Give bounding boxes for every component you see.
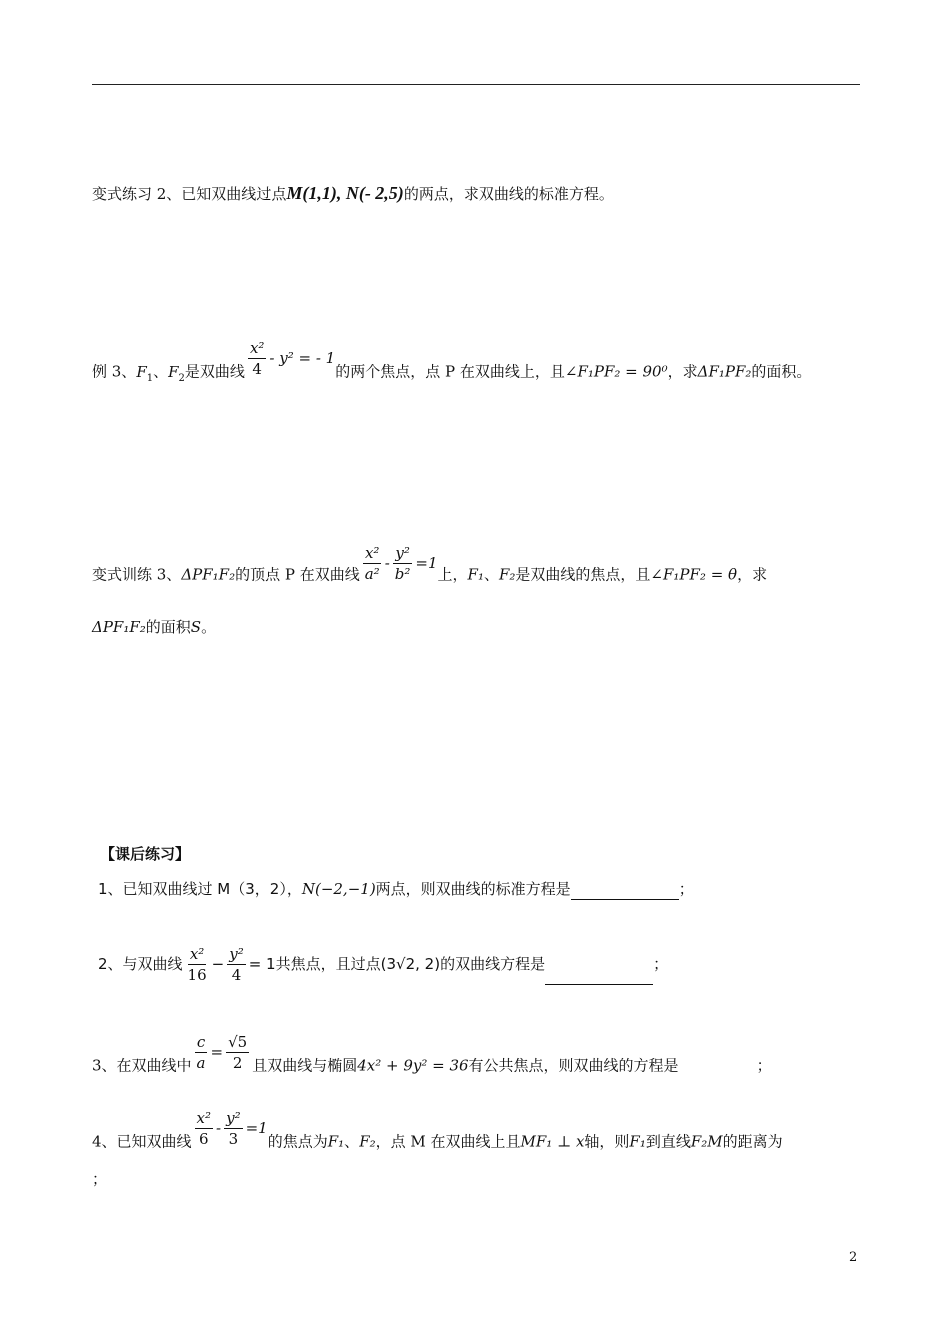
- operator: -: [384, 553, 390, 572]
- text: 是双曲线的焦点，且: [515, 565, 651, 584]
- homework-q3: [92, 1033, 772, 1087]
- equation: - y² = - 1: [269, 348, 336, 367]
- fraction: $\frac{\text{y²}}{4}$: [229, 945, 244, 984]
- variant-exercise-2: [92, 182, 614, 205]
- fraction: $\frac{√5}{2}$: [228, 1033, 248, 1072]
- text: 的面积: [145, 618, 191, 636]
- text: 、: [153, 362, 169, 381]
- example-3: [92, 339, 812, 393]
- variant-training-3-line2: [92, 616, 216, 638]
- text: 上，: [437, 565, 468, 584]
- text: 4、已知双曲线: [92, 1132, 192, 1151]
- fraction: $\frac{\text{x²}}{\text{a²}}$: [364, 544, 380, 583]
- text: ；: [756, 1056, 772, 1075]
- text: ，求: [737, 565, 768, 584]
- math-ellipse: 4x² + 9y² = 36: [357, 1056, 469, 1075]
- fraction: $\frac{\text{x²}}{16}$: [187, 945, 207, 984]
- text: ；: [653, 955, 669, 973]
- variant-training-3: [92, 544, 768, 596]
- equation: =1: [415, 553, 438, 572]
- equation: =1: [245, 1118, 268, 1137]
- text: 的顶点 P 在双曲线: [235, 565, 360, 584]
- text: 、: [344, 1132, 360, 1151]
- math-s: S: [190, 618, 202, 636]
- text: 变式练习 2、已知双曲线过点: [92, 185, 287, 203]
- homework-title: 【课后练习】: [100, 845, 191, 863]
- homework-q4: [92, 1109, 783, 1163]
- answer-blank[interactable]: [545, 984, 653, 985]
- text: 是双曲线: [184, 362, 245, 381]
- operator: =: [210, 1042, 224, 1061]
- fraction: $\frac{\text{y²}}{\text{b²}}$: [394, 544, 411, 583]
- homework-q1: [98, 878, 694, 900]
- text: 有公共焦点，则双曲线的方程是: [468, 1056, 679, 1075]
- fraction: $\frac{c}{a}$: [196, 1033, 206, 1072]
- header-rule: [92, 84, 860, 85]
- text: 两点，则双曲线的标准方程是: [375, 880, 571, 898]
- math-line: F₂M: [690, 1132, 723, 1151]
- text: 。: [201, 618, 217, 636]
- math-f2: F₂: [498, 565, 516, 584]
- operator: −: [211, 955, 225, 973]
- text: 的距离为: [722, 1132, 783, 1151]
- math-angle: ∠F₁PF₂ = 90⁰: [564, 362, 668, 381]
- math-triangle: ΔF₁PF₂: [697, 362, 752, 381]
- text: ；: [92, 1170, 108, 1188]
- fraction: $\frac{\text{x²}}{6}$: [196, 1109, 212, 1148]
- operator: -: [216, 1118, 222, 1137]
- equation: = 1: [248, 955, 276, 973]
- text: 且双曲线与椭圆: [252, 1056, 358, 1075]
- fraction: $\frac{\text{x²}}{4}$: [249, 339, 265, 378]
- math-points: M(1,1), N(- 2,5): [286, 183, 404, 203]
- math-point: (3√2, 2): [380, 955, 441, 973]
- math-f2: $F_2$: [168, 362, 185, 384]
- page-number: 2: [849, 1250, 858, 1265]
- text: ；: [678, 880, 694, 898]
- math-f1: F₁: [629, 1132, 646, 1151]
- math-f1: F₁: [327, 1132, 345, 1151]
- text: ，点 M 在双曲线上且: [375, 1132, 521, 1151]
- text: 、: [483, 565, 499, 584]
- text: 的面积。: [751, 362, 812, 381]
- math-f2: F₂: [359, 1132, 376, 1151]
- math-point: N(−2,−1): [301, 880, 376, 898]
- text: 到直线: [645, 1132, 691, 1151]
- text: 2、与双曲线: [98, 955, 183, 973]
- text: 轴，则: [584, 1132, 630, 1151]
- text: ，求: [667, 362, 698, 381]
- text: 的两点，求双曲线的标准方程。: [403, 185, 614, 203]
- answer-blank[interactable]: [571, 899, 679, 900]
- text: 1、已知双曲线过 M（3，2），: [98, 880, 302, 898]
- math-perpendicular: MF₁ ⊥ x: [520, 1132, 585, 1151]
- text: 3、在双曲线中: [92, 1056, 192, 1075]
- math-triangle: ΔPF₁F₂: [92, 618, 146, 636]
- homework-q4-line2: [92, 1168, 107, 1190]
- math-f1: $F_1$: [136, 362, 154, 384]
- math-triangle: ΔPF₁F₂: [181, 565, 236, 584]
- homework-q2: [98, 944, 668, 985]
- text: 变式训练 3、: [92, 565, 182, 584]
- text: 共焦点，且过点: [275, 955, 381, 973]
- math-f1: F₁: [467, 565, 484, 584]
- math-angle: ∠F₁PF₂ = θ: [650, 565, 738, 584]
- text: 的两个焦点，点 P 在双曲线上，且: [335, 362, 565, 381]
- fraction: $\frac{\text{y²}}{3}$: [226, 1109, 241, 1148]
- text: 的焦点为: [267, 1132, 328, 1151]
- text: 的双曲线方程是: [440, 955, 546, 973]
- text: 例 3、: [92, 362, 137, 381]
